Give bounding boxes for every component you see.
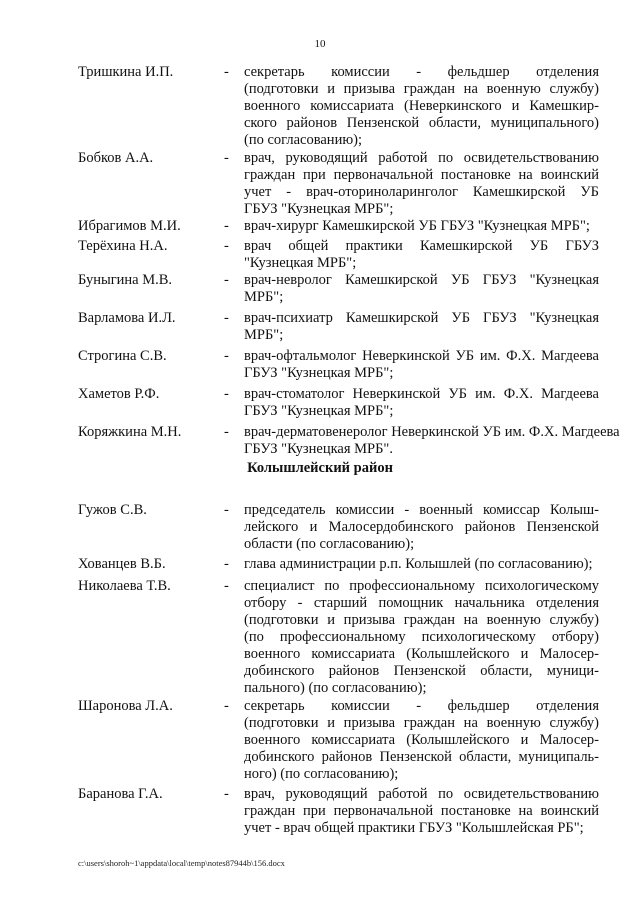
role-line: (по профессиональному психологическому отбору) [244, 629, 599, 645]
member-name: Тришкина И.П. [78, 64, 174, 80]
role-line: военного комиссариата (Колышлейского и Малосер- [244, 732, 599, 748]
role-line: "Кузнецкая МРБ"; [244, 255, 357, 271]
role-line: добинского районов Пензенской области, муници- [244, 663, 599, 679]
role-line: военного комиссариата (Неверкинского и Камешкир- [244, 98, 599, 114]
role-line: врач-стоматолог Неверкинской УБ им. Ф.Х. Магдеева [244, 386, 599, 402]
role-line: добинского районов Пензенской области, муниципаль- [244, 749, 599, 765]
role-line: отбору - старший помощник начальника отделения [244, 595, 599, 611]
dash-separator: - [224, 64, 229, 80]
dash-separator: - [224, 272, 229, 288]
role-line: секретарь комиссии - фельдшер отделения [244, 698, 599, 714]
role-line: врач-психиатр Камешкирской УБ ГБУЗ "Кузнецкая [244, 310, 599, 326]
role-line: (по согласованию); [244, 132, 363, 148]
role-line: пального) (по согласованию); [244, 680, 427, 696]
member-role [244, 578, 599, 697]
role-line: (подготовки и призыва граждан на военную службу) [244, 715, 599, 731]
section-title: Колышлейский район [247, 460, 393, 476]
role-line: врач-хирург Камешкирской УБ ГБУЗ "Кузнецкая МРБ"; [244, 218, 590, 234]
member-role [244, 386, 599, 420]
dash-separator: - [224, 786, 229, 802]
role-line: учет - врач общей практики ГБУЗ "Колышлейская РБ"; [244, 820, 584, 836]
role-line: ГБУЗ "Кузнецкая МРБ". [244, 441, 393, 457]
dash-separator: - [224, 556, 229, 572]
dash-separator: - [224, 578, 229, 594]
member-name: Николаева Т.В. [78, 578, 171, 594]
member-role [244, 698, 599, 783]
role-line: ГБУЗ "Кузнецкая МРБ"; [244, 403, 394, 419]
role-line: врач-дерматовенеролог Неверкинской УБ им. Ф.Х. Магдеева [244, 424, 620, 440]
role-line: ГБУЗ "Кузнецкая МРБ"; [244, 201, 394, 217]
role-line: военного комиссариата (Колышлейского и Малосер- [244, 646, 599, 662]
role-line: специалист по профессиональному психологическому [244, 578, 599, 594]
footer-file-path: c:\users\shoroh~1\appdata\local\temp\notes87944b\156.docx [78, 858, 285, 868]
role-line: граждан при первоначальной постановке на воинский [244, 167, 599, 183]
member-name: Строгина С.В. [78, 348, 167, 364]
member-name: Хованцев В.Б. [78, 556, 166, 572]
member-name: Гужов С.В. [78, 502, 147, 518]
role-line: глава администрации р.п. Колышлей (по согласованию); [244, 556, 593, 572]
member-role [244, 64, 599, 149]
role-line: лейского и Малосердобинского районов Пензенской [244, 519, 599, 535]
role-line: секретарь комиссии - фельдшер отделения [244, 64, 599, 80]
member-role [244, 310, 599, 344]
dash-separator: - [224, 698, 229, 714]
page-number: 10 [314, 38, 326, 50]
member-name: Шаронова Л.А. [78, 698, 173, 714]
member-role [244, 502, 599, 553]
role-line: врач общей практики Камешкирской УБ ГБУЗ [244, 238, 599, 254]
dash-separator: - [224, 310, 229, 326]
member-role [244, 218, 599, 235]
member-name: Ибрагимов М.И. [78, 218, 181, 234]
role-line: ского районов Пензенской области, муниципального) [244, 115, 599, 131]
dash-separator: - [224, 348, 229, 364]
role-line: МРБ"; [244, 327, 284, 343]
member-role [244, 786, 599, 837]
member-name: Коряжкина М.Н. [78, 424, 182, 440]
role-line: (подготовки и призыва граждан на военную службу) [244, 81, 599, 97]
member-name: Хаметов Р.Ф. [78, 386, 160, 402]
member-role [244, 424, 620, 458]
member-name: Буныгина М.В. [78, 272, 173, 288]
role-line: области (по согласованию); [244, 536, 415, 552]
role-line: врач, руководящий работой по освидетельствованию [244, 786, 599, 802]
member-role [244, 238, 599, 272]
role-line: (подготовки и призыва граждан на военную службу) [244, 612, 599, 628]
role-line: врач-невролог Камешкирской УБ ГБУЗ "Кузнецкая [244, 272, 599, 288]
role-line: ГБУЗ "Кузнецкая МРБ"; [244, 365, 394, 381]
member-role [244, 272, 599, 306]
member-name: Терёхина Н.А. [78, 238, 168, 254]
role-line: учет - врач-оториноларинголог Камешкирской УБ [244, 184, 599, 200]
dash-separator: - [224, 386, 229, 402]
dash-separator: - [224, 238, 229, 254]
dash-separator: - [224, 424, 229, 440]
member-name: Бобков А.А. [78, 150, 154, 166]
dash-separator: - [224, 502, 229, 518]
member-name: Баранова Г.А. [78, 786, 163, 802]
role-line: врач-офтальмолог Неверкинской УБ им. Ф.Х. Магдеева [244, 348, 599, 364]
member-role [244, 556, 599, 573]
member-name: Варламова И.Л. [78, 310, 176, 326]
role-line: МРБ"; [244, 289, 284, 305]
role-line: врач, руководящий работой по освидетельствованию [244, 150, 599, 166]
role-line: председатель комиссии - военный комиссар Колыш- [244, 502, 599, 518]
member-role [244, 348, 599, 382]
member-role [244, 150, 599, 218]
dash-separator: - [224, 150, 229, 166]
role-line: граждан при первоначальной постановке на воинский [244, 803, 599, 819]
role-line: ного) (по согласованию); [244, 766, 399, 782]
dash-separator: - [224, 218, 229, 234]
